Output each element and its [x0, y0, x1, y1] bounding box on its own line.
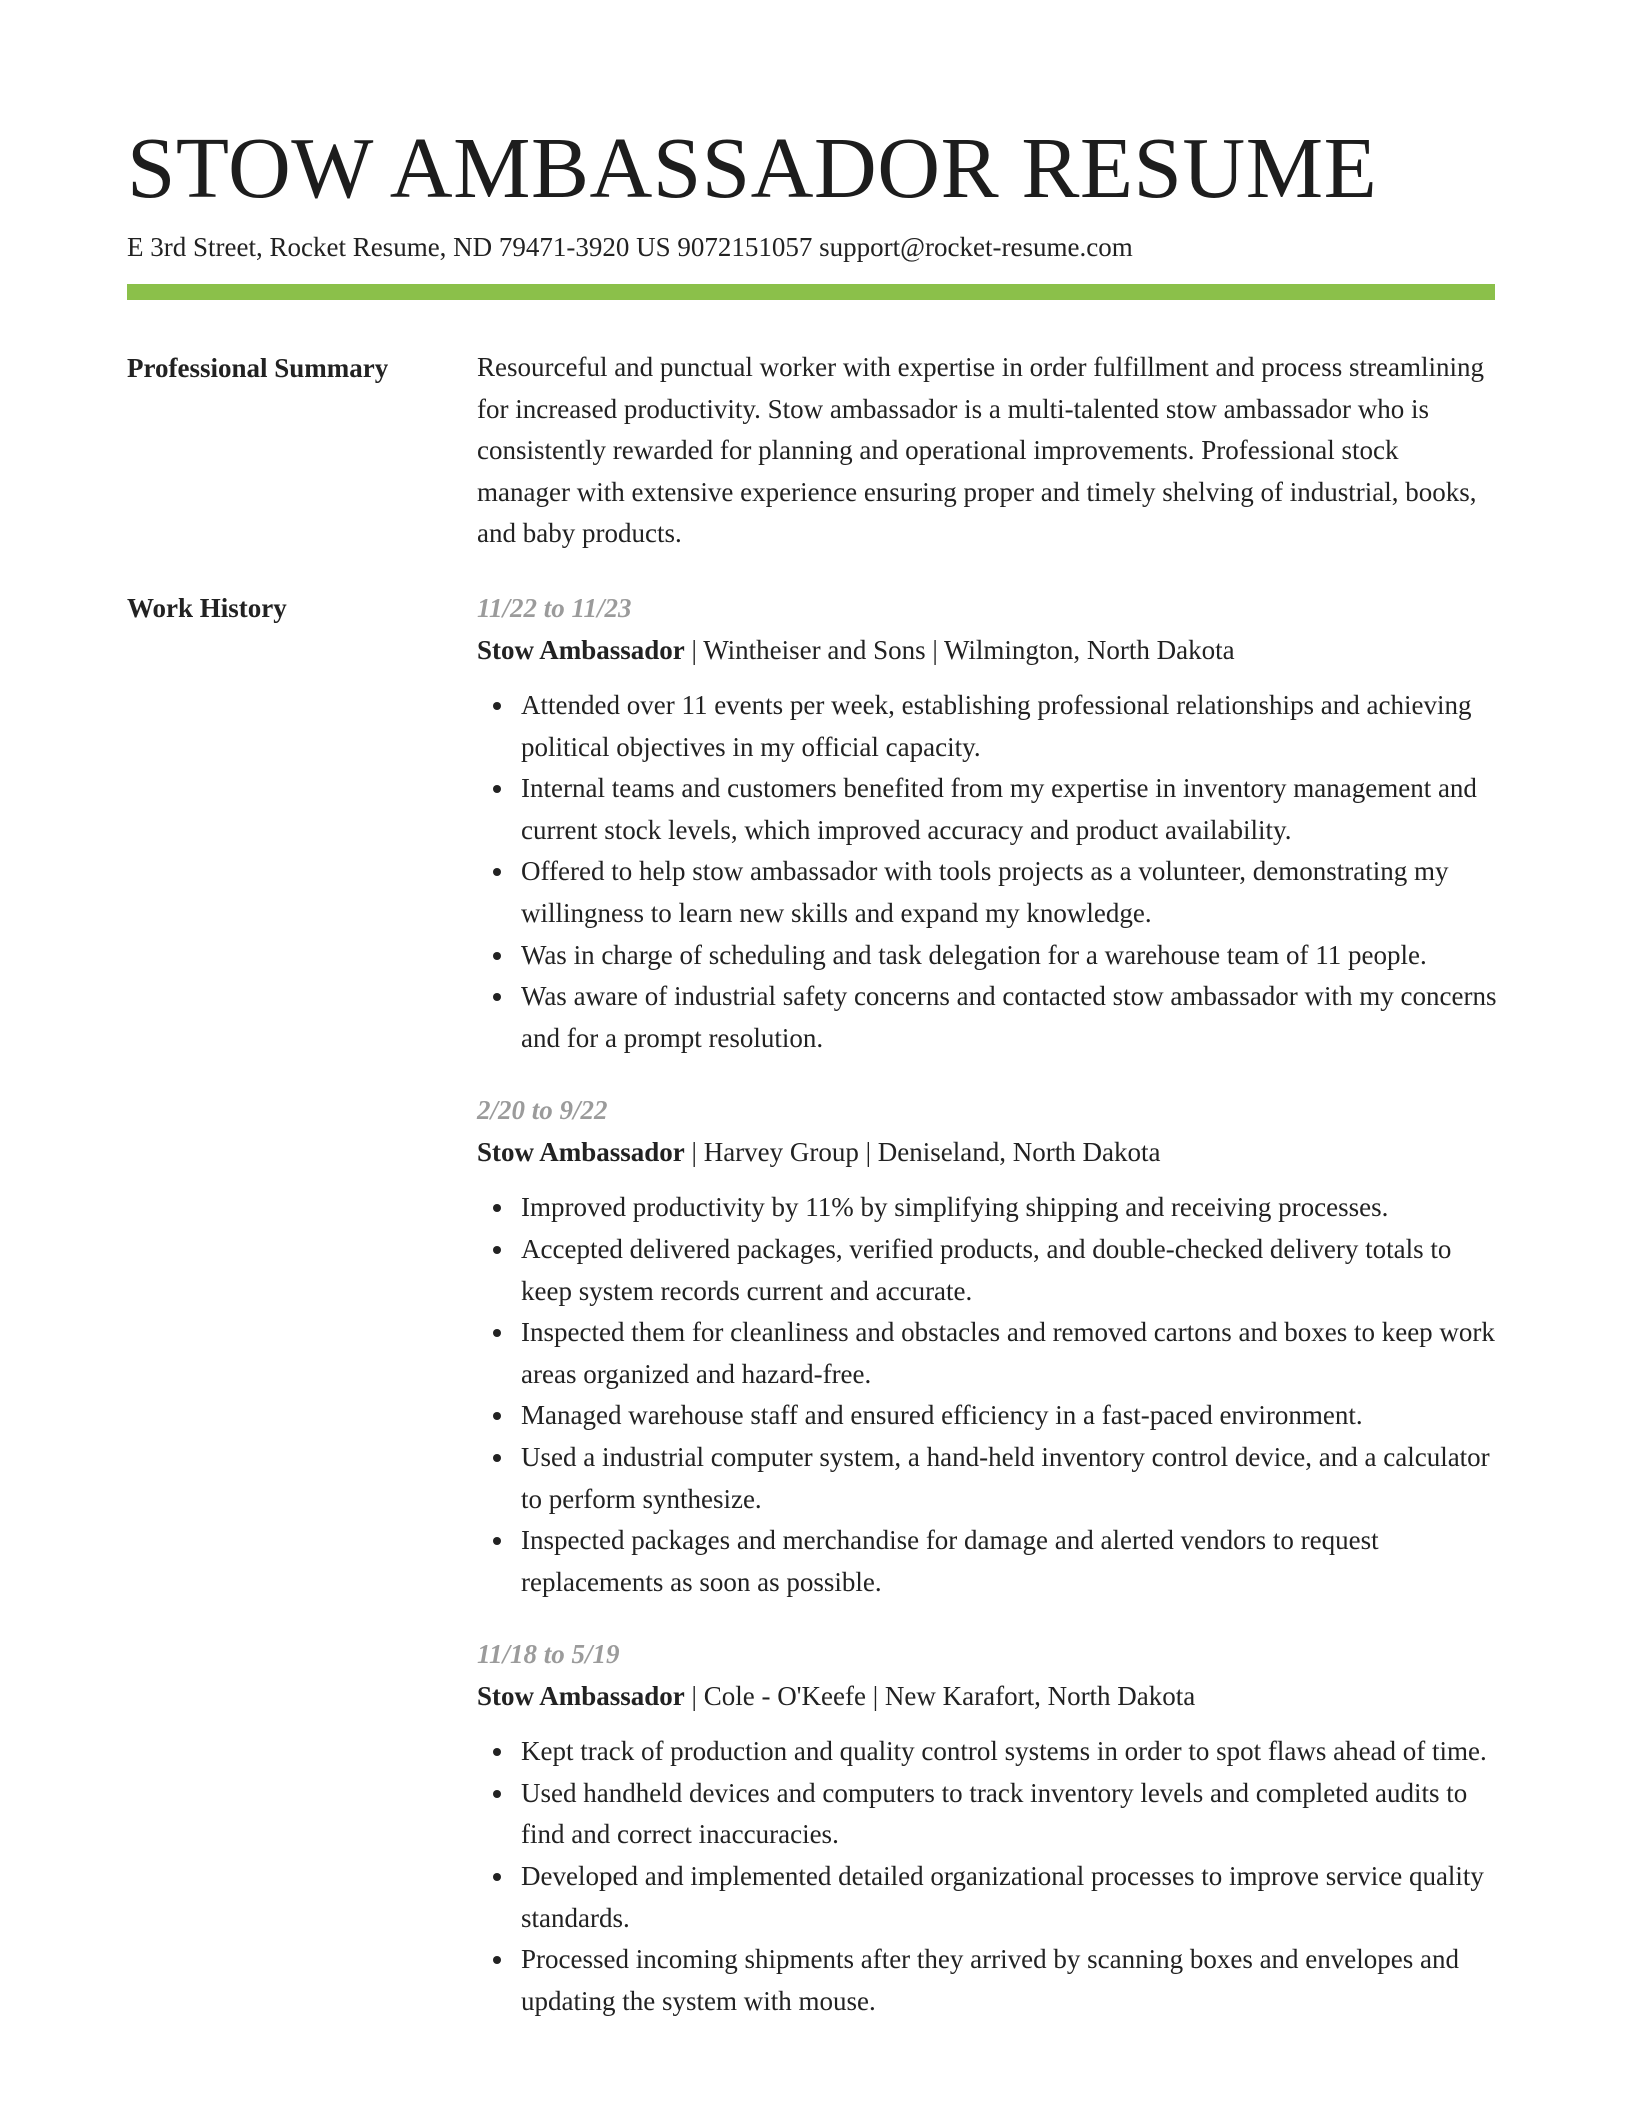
accent-divider [127, 284, 1495, 300]
job-dates: 2/20 to 9/22 [477, 1095, 608, 1126]
job-heading [477, 1675, 1497, 1717]
job-bullet: Used handheld devices and computers to track inventory levels and completed audits to find and correct inaccuracies. [477, 1773, 1497, 1856]
job-bullet: Managed warehouse staff and ensured efficiency in a fast-paced environment. [477, 1395, 1497, 1437]
job-bullet: Inspected packages and merchandise for damage and alerted vendors to request replacements as soon as possible. [477, 1520, 1497, 1603]
job-bullet: Attended over 11 events per week, establishing professional relationships and achieving political objectives in my official capacity. [477, 685, 1497, 768]
job-bullet: Improved productivity by 11% by simplifying shipping and receiving processes. [477, 1187, 1497, 1229]
job-bullet: Offered to help stow ambassador with tools projects as a volunteer, demonstrating my willingness to learn new skills and expand my knowledge. [477, 851, 1497, 934]
job-entry [477, 1089, 1497, 1603]
resume-title: STOW AMBASSADOR RESUME [127, 119, 1378, 216]
contact-line: E 3rd Street, Rocket Resume, ND 79471-3920 US 9072151057 support@rocket-resume.com [127, 232, 1133, 262]
job-bullet: Was in charge of scheduling and task delegation for a warehouse team of 11 people. [477, 935, 1497, 977]
job-entry [477, 1633, 1497, 2022]
job-bullet: Used a industrial computer system, a hand-held inventory control device, and a calculator to perform synthesize. [477, 1437, 1497, 1520]
job-entry [477, 587, 1497, 1059]
job-employer-location: | Wintheiser and Sons | Wilmington, North Dakota [684, 635, 1235, 665]
job-title: Stow Ambassador [477, 635, 685, 665]
job-heading [477, 629, 1497, 671]
job-bullet-list [477, 1731, 1497, 2022]
job-bullet: Inspected them for cleanliness and obstacles and removed cartons and boxes to keep work areas organized and hazard-free. [477, 1312, 1497, 1395]
job-bullet: Was aware of industrial safety concerns and contacted stow ambassador with my concerns and for a prompt resolution. [477, 976, 1497, 1059]
job-dates: 11/18 to 5/19 [477, 1639, 620, 1670]
job-bullet: Developed and implemented detailed organizational processes to improve service quality standards. [477, 1856, 1497, 1939]
job-bullet-list [477, 685, 1497, 1059]
job-bullet: Accepted delivered packages, verified products, and double-checked delivery totals to keep system records current and accurate. [477, 1229, 1497, 1312]
summary-text: Resourceful and punctual worker with expertise in order fulfillment and process streamlining for increased productivity. Stow ambassador is a multi-talented stow ambassador who is consistently rewarded for planning and operational improvements. Professional stock manager with extensive experience ensuring proper and timely shelving of industrial, books, and baby products. [477, 352, 1484, 549]
job-employer-location: | Harvey Group | Deniseland, North Dakota [684, 1137, 1161, 1168]
job-dates: 11/22 to 11/23 [477, 593, 632, 623]
summary-section-label: Professional Summary [127, 353, 389, 383]
job-heading [477, 1131, 1497, 1173]
job-bullet: Internal teams and customers benefited from my expertise in inventory management and current stock levels, which improved accuracy and product availability. [477, 768, 1497, 851]
job-bullet: Processed incoming shipments after they arrived by scanning boxes and envelopes and updating the system with mouse. [477, 1939, 1497, 2022]
job-title: Stow Ambassador [477, 1681, 685, 1712]
job-bullet-list [477, 1187, 1497, 1603]
job-title: Stow Ambassador [477, 1137, 685, 1168]
job-employer-location: | Cole - O'Keefe | New Karafort, North Dakota [684, 1681, 1196, 1712]
summary-section [477, 347, 1497, 555]
work-history-section [477, 587, 1497, 2052]
work-history-section-label: Work History [127, 593, 287, 623]
job-bullet: Kept track of production and quality control systems in order to spot flaws ahead of time. [477, 1731, 1497, 1773]
